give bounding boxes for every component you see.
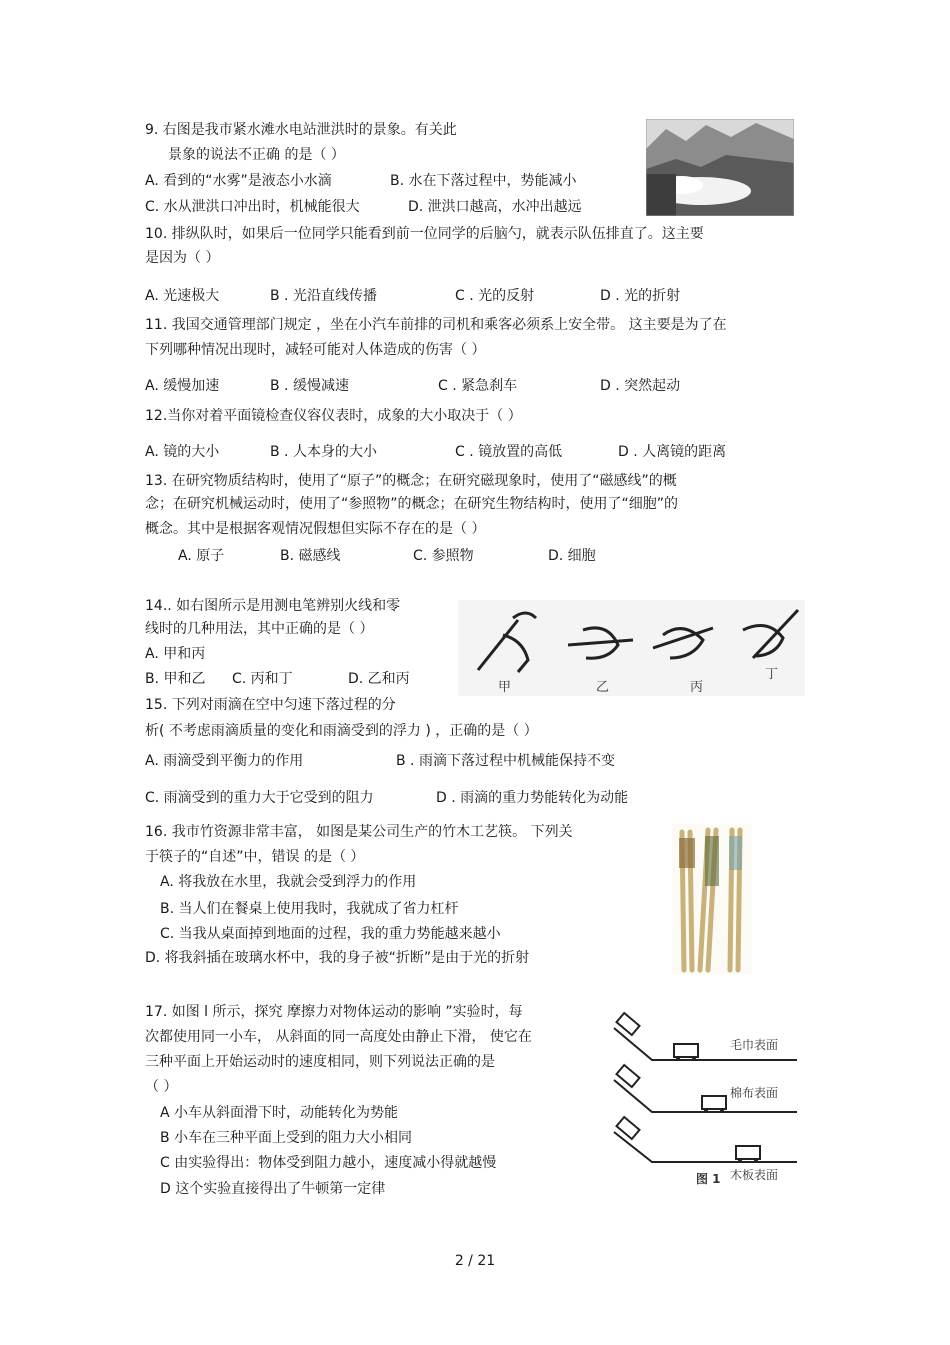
q14-option-b: B. 甲和乙 xyxy=(145,671,206,687)
q17-option-d: D 这个实验直接得出了牛顿第一定律 xyxy=(160,1181,386,1197)
page-number: 2 / 21 xyxy=(454,1253,496,1269)
q9-option-b: B. 水在下落过程中，势能减小 xyxy=(390,173,577,189)
q15-option-b: B . 雨滴下落过程中机械能保持不变 xyxy=(396,753,615,769)
q16-stem-line2: 于筷子的“自述”中，错误 的是（ ） xyxy=(145,849,365,865)
q9-option-d: D. 泄洪口越高，水冲出越远 xyxy=(408,199,582,215)
q15-option-d: D . 雨滴的重力势能转化为动能 xyxy=(436,790,629,806)
q16-option-a: A. 将我放在水里，我就会受到浮力的作用 xyxy=(160,874,417,890)
q10-stem-line1: 10. 排纵队时，如果后一位同学只能看到前一位同学的后脑勺，就表示队伍排直了。这主要 xyxy=(145,226,704,242)
q11-option-d: D . 突然起动 xyxy=(600,378,681,394)
q17-stem-line4: （ ） xyxy=(145,1079,178,1095)
q14-option-d: D. 乙和丙 xyxy=(348,671,410,687)
q12-option-b: B . 人本身的大小 xyxy=(270,444,377,460)
q14-stem-line2: 线时的几种用法，其中正确的是（ ） xyxy=(145,621,374,637)
figure-label-bing: 丙 xyxy=(690,680,704,695)
chopsticks-photo xyxy=(672,824,752,974)
q13-option-b: B. 磁感线 xyxy=(280,548,341,564)
q17-stem-line3: 三种平面上开始运动时的速度相同，则下列说法正确的是 xyxy=(145,1054,495,1070)
figure-label-jia: 甲 xyxy=(498,680,512,695)
q10-option-a: A. 光速极大 xyxy=(145,288,220,304)
q13-stem-line2: 念；在研究机械运动时，使用了“参照物”的概念；在研究生物结构时，使用了“细胞”的 xyxy=(145,496,679,512)
q15-stem-line1: 15. 下列对雨滴在空中匀速下落过程的分 xyxy=(145,697,396,713)
q17-option-c: C 由实验得出：物体受到阻力越小，速度减小得就越慢 xyxy=(160,1155,497,1171)
q16-option-c: C. 当我从桌面掉到地面的过程，我的重力势能越来越小 xyxy=(160,926,501,942)
q11-option-b: B . 缓慢减速 xyxy=(270,378,349,394)
q14-option-c: C. 丙和丁 xyxy=(232,671,293,687)
q14-stem-line1: 14.. 如右图所示是用测电笔辨别火线和零 xyxy=(145,598,401,614)
q11-stem-line2: 下列哪种情况出现时，减轻可能对人体造成的伤害（ ） xyxy=(145,342,486,358)
q10-option-c: C . 光的反射 xyxy=(455,288,535,304)
q12-option-c: C . 镜放置的高低 xyxy=(455,444,563,460)
q15-stem-line2: 析( 不考虑雨滴质量的变化和雨滴受到的浮力 ) ，正确的是（ ） xyxy=(145,723,538,739)
q12-option-a: A. 镜的大小 xyxy=(145,444,220,460)
q9-stem-line2: 景象的说法不正确 的是（ ） xyxy=(168,147,345,163)
friction-experiment-figure xyxy=(612,1010,797,1190)
q14-option-a: A. 甲和丙 xyxy=(145,646,206,662)
q17-option-b: B 小车在三种平面上受到的阻力大小相同 xyxy=(160,1130,413,1146)
surface-label-cotton: 棉布表面 xyxy=(730,1086,779,1100)
q13-option-c: C. 参照物 xyxy=(413,548,474,564)
surface-label-wood: 木板表面 xyxy=(730,1168,779,1182)
q15-option-c: C. 雨滴受到的重力大于它受到的阻力 xyxy=(145,790,374,806)
q9-option-a: A. 看到的“水雾”是液态小水滴 xyxy=(145,173,332,189)
surface-label-towel: 毛巾表面 xyxy=(730,1038,779,1052)
q11-option-c: C . 紧急刹车 xyxy=(438,378,518,394)
figure-caption: 图 1 xyxy=(696,1172,721,1186)
q11-stem-line1: 11. 我国交通管理部门规定 ，坐在小汽车前排的司机和乘客必须系上安全带。 这主要是为了在 xyxy=(145,317,727,333)
q16-option-d: D. 将我斜插在玻璃水杯中，我的身子被“折断”是由于光的折射 xyxy=(145,950,530,966)
figure-label-yi: 乙 xyxy=(596,680,610,695)
q11-option-a: A. 缓慢加速 xyxy=(145,378,220,394)
q17-stem-line2: 次都使用同一小车， 从斜面的同一高度处由静止下滑， 使它在 xyxy=(145,1029,532,1045)
q9-option-c: C. 水从泄洪口冲出时，机械能很大 xyxy=(145,199,360,215)
q16-stem-line1: 16. 我市竹资源非常丰富， 如图是某公司生产的竹木工艺筷。 下列关 xyxy=(145,824,573,840)
q15-option-a: A. 雨滴受到平衡力的作用 xyxy=(145,753,304,769)
q12-option-d: D . 人离镜的距离 xyxy=(618,444,727,460)
dam-flood-photo xyxy=(646,119,794,216)
q13-option-a: A. 原子 xyxy=(178,548,225,564)
q13-stem-line1: 13. 在研究物质结构时，使用了“原子”的概念；在研究磁现象时，使用了“磁感线”的概 xyxy=(145,473,677,489)
q17-option-a: A 小车从斜面滑下时，动能转化为势能 xyxy=(160,1105,399,1121)
q17-stem-line1: 17. 如图 l 所示，探究 摩擦力对物体运动的影响 ”实验时，每 xyxy=(145,1004,523,1020)
q10-option-d: D . 光的折射 xyxy=(600,288,681,304)
test-pen-figure xyxy=(458,600,805,696)
q13-stem-line3: 概念。其中是根据客观情况假想但实际不存在的是（ ） xyxy=(145,521,486,537)
q10-option-b: B . 光沿直线传播 xyxy=(270,288,377,304)
q10-stem-line2: 是因为（ ） xyxy=(145,250,220,266)
q12-stem: 12.当你对着平面镜检查仪容仪表时，成象的大小取决于（ ） xyxy=(145,408,522,424)
q16-option-b: B. 当人们在餐桌上使用我时，我就成了省力杠杆 xyxy=(160,901,459,917)
q9-stem-line1: 9. 右图是我市紧水滩水电站泄洪时的景象。有关此 xyxy=(145,122,457,138)
figure-label-ding: 丁 xyxy=(765,667,779,682)
q13-option-d: D. 细胞 xyxy=(548,548,596,564)
